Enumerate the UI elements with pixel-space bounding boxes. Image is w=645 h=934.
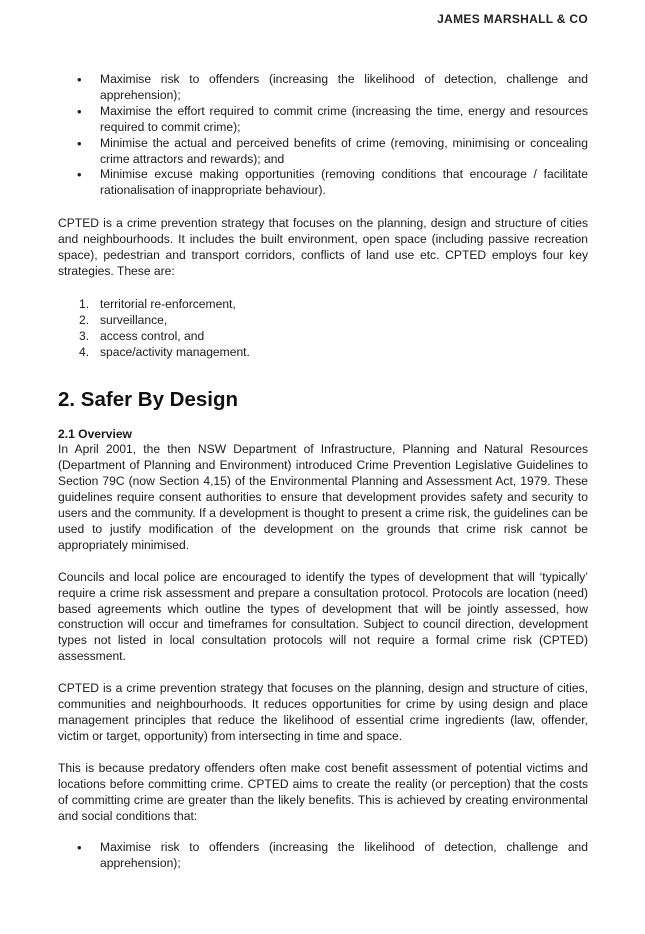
paragraph-cpted-intro: CPTED is a crime prevention strategy that focuses on the planning, design and structure of cities and neighbourhoods. It includes the built environment, open space (including passive recreation space), pedestrian and transport corridors, conflicts of land use etc. CPTED employs four key strategies. These are: — [58, 216, 588, 278]
list-text: space/activity management. — [100, 344, 250, 359]
section-heading: 2. Safer By Design — [58, 387, 239, 411]
bullet-list-bottom — [58, 840, 588, 872]
subsection-heading: 2.1 Overview — [58, 426, 132, 441]
list-item — [58, 297, 588, 313]
list-text: territorial re-enforcement, — [100, 296, 236, 311]
paragraph: Councils and local police are encouraged to identify the types of development that will ‘typically’ require a crime risk assessment and prepare a consultation protocol. Protocols are location (need) based agreements which outline the types of development that will be jointly assessed, how construction will occur and timeframes for consultation. Subject to council direction, development types not listed in local consultation protocols will not require a formal crime risk (CPTED) assessment. — [58, 569, 588, 664]
list-item: • Maximise risk to offenders (increasing the likelihood of detection, challenge and apprehension); — [58, 72, 588, 104]
strategies-list — [58, 297, 588, 361]
list-item — [58, 345, 588, 361]
list-item: • Minimise excuse making opportunities (removing conditions that encourage / facilitate rationalisation of inappropriate behaviour). — [58, 167, 588, 199]
list-item: • Minimise the actual and perceived benefits of crime (removing, minimising or concealing crime attractors and rewards); and — [58, 136, 588, 168]
list-number: 1. — [79, 296, 90, 311]
list-item — [58, 313, 588, 329]
paragraph: This is because predatory offenders often make cost benefit assessment of potential victims and locations before committing crime. CPTED aims to create the reality (or perception) that the costs of committing crime are greater than the likely benefits. This is achieved by creating environmental and social conditions that: — [58, 760, 588, 823]
list-number: 4. — [79, 344, 90, 359]
list-item: • Maximise the effort required to commit crime (increasing the time, energy and resources required to commit crime); — [58, 104, 588, 136]
list-number: 2. — [79, 312, 90, 327]
paragraph: In April 2001, the then NSW Department of Infrastructure, Planning and Natural Resources (Department of Planning and Environment) introduced Crime Prevention Legislative Guidelines to Section 79C (now Section 4,15) of the Environmental Planning and Assessment Act, 1979. These guidelines require consent authorities to ensure that development provides safety and security to users and the community. If a development is thought to present a crime risk, the guidelines can be used to justify modification of the development on the grounds that crime risk cannot be appropriately minimised. — [58, 442, 588, 552]
company-name: JAMES MARSHALL & CO — [437, 12, 588, 26]
list-number: 3. — [79, 328, 90, 343]
bullet-list-top — [58, 72, 588, 199]
page-header — [437, 12, 588, 26]
paragraph: CPTED is a crime prevention strategy that focuses on the planning, design and structure of cities, communities and neighbourhoods. It reduces opportunities for crime by using design and place management principles that reduce the likelihood of essential crime ingredients (law, offender, victim or target, opportunity) from intersecting in time and space. — [58, 681, 588, 743]
list-text: access control, and — [100, 328, 205, 343]
list-text: surveillance, — [100, 312, 168, 327]
list-item — [58, 329, 588, 345]
page-content — [58, 72, 588, 872]
list-item: • Maximise risk to offenders (increasing the likelihood of detection, challenge and apprehension); — [58, 840, 588, 872]
